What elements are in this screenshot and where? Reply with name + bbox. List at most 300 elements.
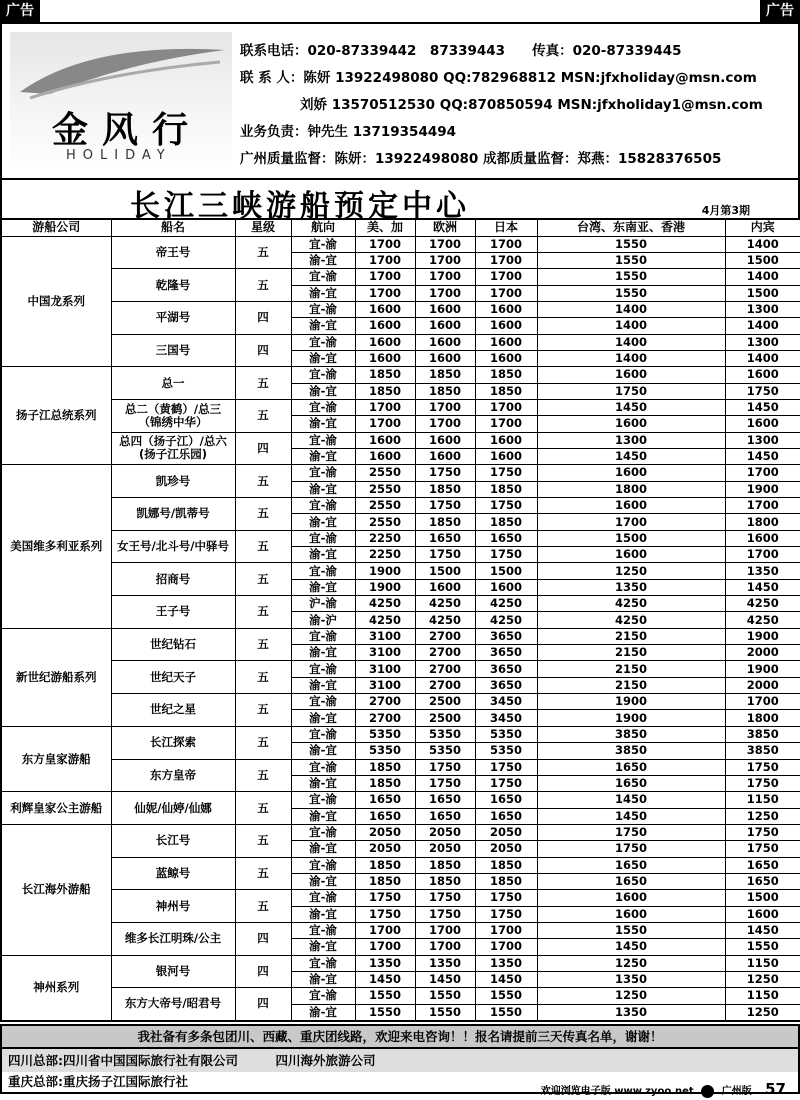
price-cell: 1350	[355, 955, 415, 971]
price-cell: 5350	[355, 743, 415, 759]
price-cell: 1850	[475, 514, 537, 530]
route-cell: 渝-宜	[291, 285, 355, 301]
star-cell: 四	[235, 334, 291, 367]
price-cell: 1900	[725, 628, 800, 644]
price-cell: 1600	[475, 318, 537, 334]
price-cell: 1650	[725, 873, 800, 889]
star-cell: 四	[235, 301, 291, 334]
price-cell: 3850	[537, 743, 725, 759]
table-row	[1, 367, 800, 383]
star-cell: 四	[235, 432, 291, 465]
ship-name-cell: 凯娜号/凯蒂号	[111, 498, 235, 531]
route-cell: 渝-宜	[291, 383, 355, 399]
price-cell: 4250	[475, 596, 537, 612]
table-body	[1, 236, 800, 1021]
price-cell: 1750	[475, 498, 537, 514]
table-row	[1, 922, 800, 938]
price-cell: 1800	[537, 481, 725, 497]
column-header: 内宾	[725, 219, 800, 236]
price-cell: 1650	[537, 873, 725, 889]
star-cell: 五	[235, 857, 291, 890]
price-cell: 1250	[725, 971, 800, 987]
price-cell: 1900	[355, 579, 415, 595]
price-cell: 1700	[475, 236, 537, 252]
price-cell: 1400	[537, 334, 725, 350]
price-cell: 1750	[725, 775, 800, 791]
star-cell: 五	[235, 824, 291, 857]
price-cell: 4250	[355, 596, 415, 612]
price-cell: 1600	[725, 367, 800, 383]
route-cell: 宜-渝	[291, 628, 355, 644]
company-cell: 美国维多利亚系列	[1, 465, 111, 628]
price-cell: 2550	[355, 498, 415, 514]
price-cell: 1700	[355, 939, 415, 955]
price-cell: 1550	[475, 988, 537, 1004]
price-cell: 3850	[537, 726, 725, 742]
price-cell: 1600	[355, 448, 415, 464]
contact-line: 业务负责：钟先生 13719354494	[240, 124, 457, 140]
price-cell: 1500	[475, 563, 537, 579]
price-cell: 1450	[537, 448, 725, 464]
price-cell: 3100	[355, 661, 415, 677]
route-cell: 渝-宜	[291, 579, 355, 595]
table-row	[1, 824, 800, 840]
price-cell: 1750	[725, 383, 800, 399]
price-cell: 1750	[475, 890, 537, 906]
price-cell: 2500	[415, 710, 475, 726]
price-cell: 2250	[355, 547, 415, 563]
price-cell: 1750	[355, 890, 415, 906]
price-cell: 1750	[355, 906, 415, 922]
price-cell: 1450	[725, 922, 800, 938]
price-cell: 1700	[475, 285, 537, 301]
price-cell: 1700	[725, 465, 800, 481]
route-cell: 宜-渝	[291, 857, 355, 873]
route-cell: 宜-渝	[291, 269, 355, 285]
price-cell: 2700	[355, 710, 415, 726]
price-cell: 4250	[415, 596, 475, 612]
price-cell: 1600	[537, 890, 725, 906]
price-cell: 1600	[537, 416, 725, 432]
price-cell: 1350	[537, 1004, 725, 1020]
price-cell: 1700	[475, 252, 537, 268]
route-cell: 渝-宜	[291, 841, 355, 857]
price-cell: 2000	[725, 645, 800, 661]
price-cell: 1750	[475, 547, 537, 563]
price-cell: 1450	[725, 579, 800, 595]
route-cell: 渝-宜	[291, 1004, 355, 1020]
route-cell: 渝-宜	[291, 514, 355, 530]
column-header: 美、加	[355, 219, 415, 236]
price-cell: 1150	[725, 792, 800, 808]
route-cell: 渝-宜	[291, 481, 355, 497]
price-cell: 1400	[725, 269, 800, 285]
column-header: 游船公司	[1, 219, 111, 236]
route-cell: 沪-渝	[291, 596, 355, 612]
price-cell: 1600	[537, 906, 725, 922]
price-cell: 2700	[415, 628, 475, 644]
price-cell: 2050	[475, 841, 537, 857]
price-cell: 1600	[415, 448, 475, 464]
ship-name-cell: 三国号	[111, 334, 235, 367]
table-header	[1, 219, 800, 236]
table-row	[1, 432, 800, 448]
price-cell: 1550	[725, 939, 800, 955]
route-cell: 宜-渝	[291, 694, 355, 710]
star-cell: 五	[235, 661, 291, 694]
price-cell: 1600	[415, 318, 475, 334]
price-cell: 4250	[355, 612, 415, 628]
price-cell: 1700	[415, 252, 475, 268]
table-row	[1, 628, 800, 644]
route-cell: 宜-渝	[291, 955, 355, 971]
price-cell: 1850	[415, 383, 475, 399]
price-cell: 1400	[537, 301, 725, 317]
price-cell: 1700	[355, 922, 415, 938]
price-cell: 1400	[725, 350, 800, 366]
table-row	[1, 596, 800, 612]
price-cell: 1650	[475, 530, 537, 546]
price-cell: 1350	[537, 579, 725, 595]
route-cell: 渝-宜	[291, 645, 355, 661]
ship-name-cell: 世纪之星	[111, 694, 235, 727]
price-cell: 1600	[415, 432, 475, 448]
table-row	[1, 236, 800, 252]
footer-line: 四川总部:四川省中国国际旅行社有限公司 四川海外旅游公司	[0, 1049, 800, 1072]
footer-line-2: 重庆总部:重庆扬子江国际旅行社	[0, 1072, 800, 1094]
price-cell: 2700	[415, 645, 475, 661]
price-cell: 5350	[415, 726, 475, 742]
price-cell: 1700	[725, 498, 800, 514]
star-cell: 五	[235, 694, 291, 727]
route-cell: 宜-渝	[291, 465, 355, 481]
price-cell: 1350	[415, 955, 475, 971]
price-cell: 4250	[725, 612, 800, 628]
price-cell: 1650	[415, 792, 475, 808]
price-cell: 1750	[415, 465, 475, 481]
route-cell: 宜-渝	[291, 824, 355, 840]
price-cell: 1700	[415, 922, 475, 938]
route-cell: 宜-渝	[291, 922, 355, 938]
ship-name-cell: 总四（扬子江）/总六(扬子江乐园)	[111, 432, 235, 465]
logo-name: 金风行	[52, 109, 203, 151]
price-cell: 1550	[537, 236, 725, 252]
price-cell: 1600	[415, 334, 475, 350]
price-cell: 1750	[475, 775, 537, 791]
price-cell: 3100	[355, 628, 415, 644]
price-cell: 2700	[415, 661, 475, 677]
price-cell: 1650	[537, 857, 725, 873]
price-cell: 1600	[537, 547, 725, 563]
price-cell: 1750	[537, 824, 725, 840]
price-cell: 1600	[537, 367, 725, 383]
route-cell: 渝-宜	[291, 448, 355, 464]
price-cell: 1600	[355, 301, 415, 317]
price-cell: 1450	[355, 971, 415, 987]
price-cell: 1450	[725, 448, 800, 464]
price-cell: 1750	[415, 906, 475, 922]
price-cell: 3100	[355, 677, 415, 693]
price-cell: 3650	[475, 628, 537, 644]
ship-name-cell: 乾隆号	[111, 269, 235, 302]
route-cell: 宜-渝	[291, 890, 355, 906]
table-row	[1, 726, 800, 742]
route-cell: 宜-渝	[291, 988, 355, 1004]
edition-label: 广州版	[721, 1086, 752, 1097]
price-cell: 2500	[415, 694, 475, 710]
price-cell: 1700	[415, 236, 475, 252]
price-cell: 1650	[725, 857, 800, 873]
route-cell: 宜-渝	[291, 759, 355, 775]
price-cell: 4250	[537, 596, 725, 612]
price-cell: 3100	[355, 645, 415, 661]
price-cell: 1850	[415, 873, 475, 889]
price-cell: 1550	[537, 285, 725, 301]
price-cell: 2050	[415, 824, 475, 840]
price-cell: 1400	[537, 350, 725, 366]
price-cell: 1250	[725, 1004, 800, 1020]
price-cell: 1600	[475, 448, 537, 464]
price-cell: 1850	[355, 367, 415, 383]
price-cell: 1750	[725, 824, 800, 840]
star-cell: 五	[235, 530, 291, 563]
price-cell: 1700	[415, 416, 475, 432]
contact-block	[240, 38, 800, 173]
price-cell: 1450	[725, 399, 800, 415]
price-cell: 1900	[537, 694, 725, 710]
price-cell: 1600	[725, 530, 800, 546]
table-row	[1, 792, 800, 808]
price-cell: 1750	[725, 759, 800, 775]
column-header: 船名	[111, 219, 235, 236]
company-cell: 扬子江总统系列	[1, 367, 111, 465]
price-cell: 1750	[537, 841, 725, 857]
price-cell: 1500	[725, 890, 800, 906]
price-cell: 1700	[475, 269, 537, 285]
page-title: 长江三峡游船预定中心	[130, 189, 470, 224]
price-cell: 1900	[355, 563, 415, 579]
ship-name-cell: 银河号	[111, 955, 235, 988]
route-cell: 宜-渝	[291, 498, 355, 514]
web-link[interactable]: 欢迎浏览电子版 www.zyoo.net	[540, 1086, 694, 1097]
price-cell: 1850	[415, 514, 475, 530]
star-cell: 五	[235, 465, 291, 498]
price-cell: 1850	[355, 383, 415, 399]
ship-name-cell: 帝王号	[111, 236, 235, 269]
company-cell: 中国龙系列	[1, 236, 111, 367]
price-cell: 1650	[355, 808, 415, 824]
notice-bar: 我社备有多条包团川、西藏、重庆团线路，欢迎来电咨询！！报名请提前三天传真名单，谢谢！	[0, 1024, 800, 1049]
price-cell: 1750	[415, 775, 475, 791]
column-header: 航向	[291, 219, 355, 236]
ship-name-cell: 长江探索	[111, 726, 235, 759]
price-cell: 1650	[475, 792, 537, 808]
price-cell: 1600	[537, 498, 725, 514]
price-cell: 4250	[475, 612, 537, 628]
price-cell: 1850	[475, 383, 537, 399]
price-cell: 1600	[355, 334, 415, 350]
price-cell: 5350	[415, 743, 475, 759]
price-cell: 1900	[537, 710, 725, 726]
price-cell: 1650	[537, 759, 725, 775]
route-cell: 渝-宜	[291, 318, 355, 334]
price-cell: 1600	[355, 432, 415, 448]
table-row	[1, 857, 800, 873]
route-cell: 渝-宜	[291, 350, 355, 366]
price-cell: 1700	[355, 252, 415, 268]
price-cell: 1750	[415, 547, 475, 563]
route-cell: 宜-渝	[291, 530, 355, 546]
price-cell: 1750	[475, 465, 537, 481]
route-cell: 渝-宜	[291, 873, 355, 889]
page-footer	[541, 1080, 786, 1098]
logo-subtitle: HOLIDAY	[66, 148, 172, 163]
price-cell: 1700	[475, 922, 537, 938]
price-cell: 1850	[355, 873, 415, 889]
price-cell: 1700	[415, 285, 475, 301]
price-cell: 1800	[725, 514, 800, 530]
contact-line: 联 系 人：陈妍 13922498080 QQ:782968812 MSN:jfxholiday@msn.com	[240, 70, 757, 86]
ship-name-cell: 女王号/北斗号/中驿号	[111, 530, 235, 563]
price-cell: 2150	[537, 677, 725, 693]
ship-name-cell: 王子号	[111, 596, 235, 629]
price-cell: 1750	[415, 890, 475, 906]
price-cell: 1700	[537, 514, 725, 530]
price-cell: 1850	[475, 857, 537, 873]
table-row	[1, 890, 800, 906]
table-row	[1, 661, 800, 677]
star-cell: 五	[235, 563, 291, 596]
price-cell: 1300	[537, 432, 725, 448]
route-cell: 宜-渝	[291, 792, 355, 808]
company-cell: 利辉皇家公主游船	[1, 792, 111, 825]
price-cell: 1250	[537, 563, 725, 579]
ship-name-cell: 神州号	[111, 890, 235, 923]
contact-line: 联系电话：020-87339442 87339443 传真：020-87339445	[240, 43, 682, 59]
column-header: 日本	[475, 219, 537, 236]
price-cell: 1600	[355, 350, 415, 366]
price-cell: 5350	[355, 726, 415, 742]
table-row	[1, 465, 800, 481]
ship-name-cell: 招商号	[111, 563, 235, 596]
price-cell: 3850	[725, 743, 800, 759]
price-cell: 1400	[725, 318, 800, 334]
route-cell: 渝-宜	[291, 677, 355, 693]
price-cell: 2250	[355, 530, 415, 546]
route-cell: 渝-宜	[291, 775, 355, 791]
price-cell: 1350	[475, 955, 537, 971]
price-cell: 2150	[537, 661, 725, 677]
price-cell: 1500	[537, 530, 725, 546]
route-cell: 渝-宜	[291, 939, 355, 955]
price-cell: 1250	[537, 955, 725, 971]
price-cell: 1600	[475, 301, 537, 317]
price-cell: 1600	[415, 301, 475, 317]
price-cell: 2700	[415, 677, 475, 693]
issue-label: 4月第3期	[701, 204, 750, 217]
price-cell: 1600	[537, 465, 725, 481]
route-cell: 宜-渝	[291, 399, 355, 415]
price-cell: 1600	[475, 432, 537, 448]
price-cell: 1350	[537, 971, 725, 987]
star-cell: 五	[235, 399, 291, 432]
ship-name-cell: 凯珍号	[111, 465, 235, 498]
route-cell: 宜-渝	[291, 367, 355, 383]
price-cell: 5350	[475, 743, 537, 759]
price-cell: 1850	[355, 759, 415, 775]
price-cell: 3650	[475, 645, 537, 661]
star-cell: 五	[235, 236, 291, 269]
price-cell: 1850	[415, 481, 475, 497]
page-number: 57	[765, 1080, 786, 1098]
ship-name-cell: 总一	[111, 367, 235, 400]
price-cell: 1700	[355, 399, 415, 415]
price-cell: 1700	[475, 939, 537, 955]
price-cell: 1700	[355, 416, 415, 432]
price-cell: 1450	[537, 808, 725, 824]
price-cell: 1650	[537, 775, 725, 791]
star-cell: 五	[235, 890, 291, 923]
price-cell: 1400	[537, 318, 725, 334]
price-cell: 1450	[415, 971, 475, 987]
ship-name-cell: 世纪天子	[111, 661, 235, 694]
table-row	[1, 498, 800, 514]
price-cell: 1850	[415, 857, 475, 873]
route-cell: 渝-宜	[291, 906, 355, 922]
price-cell: 2700	[355, 694, 415, 710]
price-cell: 1750	[725, 841, 800, 857]
star-cell: 五	[235, 269, 291, 302]
price-cell: 1700	[415, 399, 475, 415]
price-cell: 1700	[355, 269, 415, 285]
price-cell: 2550	[355, 514, 415, 530]
price-cell: 1450	[475, 971, 537, 987]
table-row	[1, 563, 800, 579]
price-cell: 4250	[415, 612, 475, 628]
price-cell: 2150	[537, 645, 725, 661]
price-cell: 1450	[537, 792, 725, 808]
ship-name-cell: 世纪钻石	[111, 628, 235, 661]
price-cell: 1550	[537, 922, 725, 938]
price-cell: 1700	[725, 694, 800, 710]
price-cell: 1550	[537, 252, 725, 268]
company-cell: 神州系列	[1, 955, 111, 1020]
price-cell: 1500	[415, 563, 475, 579]
price-cell: 1700	[475, 416, 537, 432]
ship-name-cell: 维多长江明珠/公主	[111, 922, 235, 955]
price-cell: 1500	[725, 252, 800, 268]
price-cell: 1700	[355, 236, 415, 252]
table-row	[1, 759, 800, 775]
table-row	[1, 694, 800, 710]
price-cell: 1550	[415, 1004, 475, 1020]
price-cell: 1350	[725, 563, 800, 579]
title-row	[0, 178, 800, 224]
column-header: 台湾、东南亚、香港	[537, 219, 725, 236]
star-cell: 五	[235, 628, 291, 661]
ship-name-cell: 总二（黄鹤）/总三（锦绣中华）	[111, 399, 235, 432]
price-cell: 1600	[725, 906, 800, 922]
price-cell: 1650	[355, 792, 415, 808]
price-cell: 3650	[475, 661, 537, 677]
ship-name-cell: 东方皇帝	[111, 759, 235, 792]
price-cell: 1650	[475, 808, 537, 824]
price-cell: 1800	[725, 710, 800, 726]
price-cell: 1850	[355, 857, 415, 873]
star-cell: 四	[235, 955, 291, 988]
route-cell: 宜-渝	[291, 563, 355, 579]
price-cell: 1850	[415, 367, 475, 383]
